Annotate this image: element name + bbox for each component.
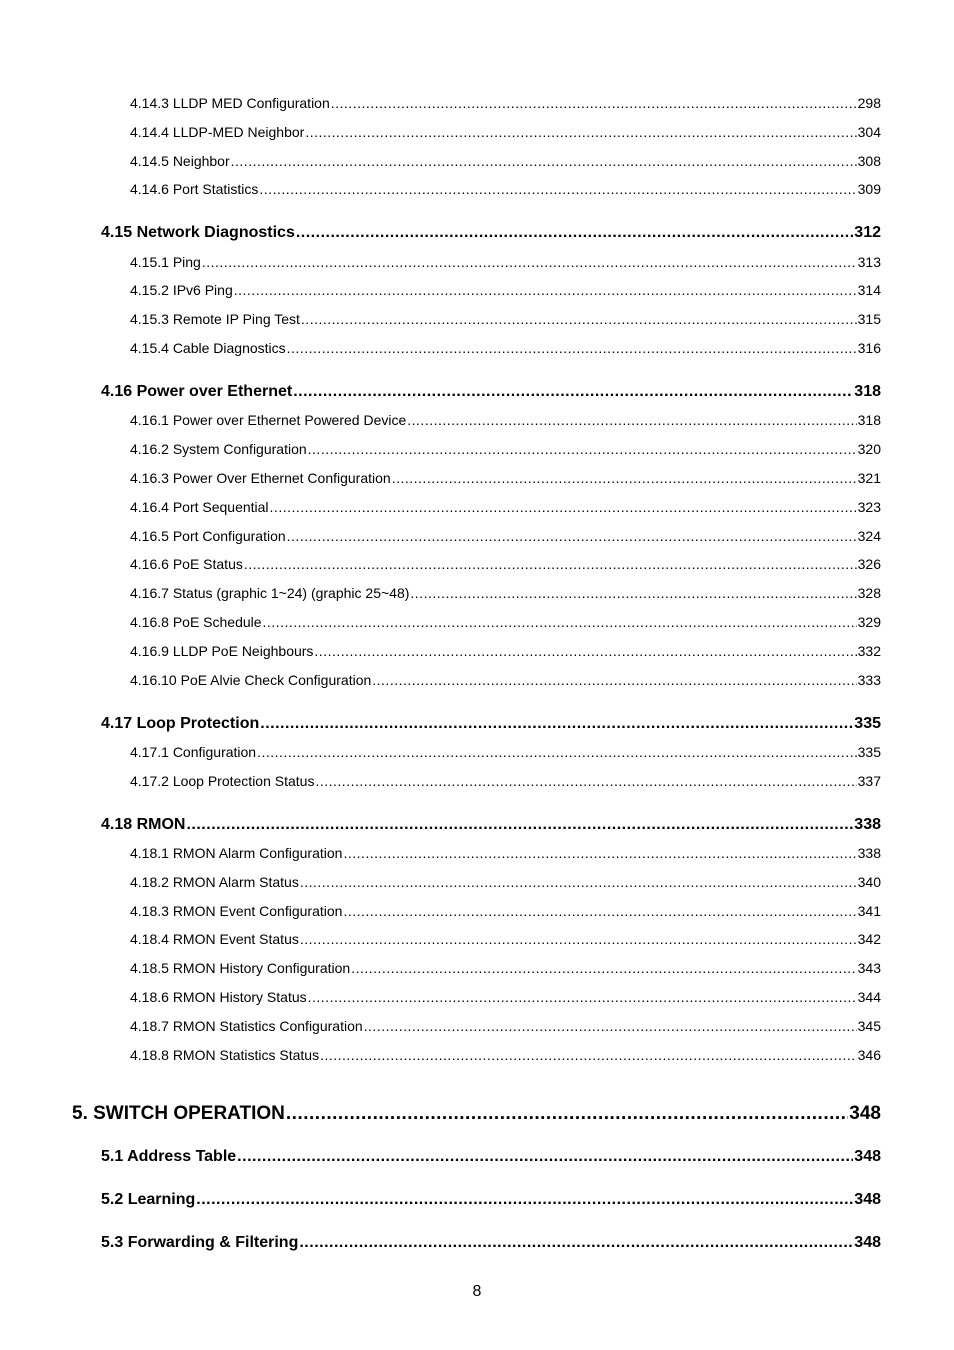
toc-entry-title: 5. SWITCH OPERATION <box>72 1103 285 1124</box>
toc-entry-page: 348 <box>854 1191 881 1208</box>
toc-entry-title: 4.18.8 RMON Statistics Status <box>130 1047 320 1063</box>
toc-entry[interactable] <box>130 181 881 197</box>
toc-section-heading[interactable] <box>101 383 881 401</box>
dot-leader <box>244 556 857 572</box>
page-number: 8 <box>472 1283 482 1300</box>
toc-entry-page: 341 <box>857 903 881 919</box>
toc-entry[interactable] <box>130 874 881 890</box>
toc-section-heading[interactable] <box>101 1148 881 1166</box>
dot-leader <box>286 1103 848 1125</box>
toc-entry-title: 4.16.1 Power over Ethernet Powered Device <box>130 412 407 428</box>
toc-entry-page: 308 <box>857 153 881 169</box>
dot-leader <box>308 989 857 1005</box>
toc-entry-page: 348 <box>854 1148 881 1165</box>
toc-entry[interactable] <box>130 585 881 601</box>
toc-entry[interactable] <box>130 643 881 659</box>
dot-leader <box>299 1234 853 1252</box>
toc-entry[interactable] <box>130 254 881 270</box>
toc-entry[interactable] <box>130 282 881 298</box>
toc-entry-page: 329 <box>857 614 881 630</box>
toc-entry-title: 4.18 RMON <box>101 816 186 833</box>
toc-entry[interactable] <box>130 340 881 356</box>
toc-entry-title: 4.18.3 RMON Event Configuration <box>130 903 343 919</box>
toc-entry-page: 314 <box>857 282 881 298</box>
toc-entry-page: 323 <box>857 499 881 515</box>
dot-leader <box>407 412 856 428</box>
toc-entry-title: 4.16.8 PoE Schedule <box>130 614 262 630</box>
toc-entry[interactable] <box>130 499 881 515</box>
toc-entry-page: 344 <box>857 989 881 1005</box>
toc-entry-page: 345 <box>857 1018 881 1034</box>
toc-entry[interactable] <box>130 556 881 572</box>
toc-entry-title: 4.18.6 RMON History Status <box>130 989 307 1005</box>
dot-leader <box>234 282 857 298</box>
dot-leader <box>343 903 856 919</box>
dot-leader <box>331 95 857 111</box>
toc-chapter-heading[interactable] <box>72 1103 881 1125</box>
toc-entry[interactable] <box>130 614 881 630</box>
toc-entry-title: 4.16 Power over Ethernet <box>101 383 293 400</box>
toc-entry-title: 4.16.9 LLDP PoE Neighbours <box>130 643 314 659</box>
dot-leader <box>202 254 857 270</box>
toc-entry-page: 316 <box>857 340 881 356</box>
dot-leader <box>305 124 856 140</box>
toc-entry-page: 326 <box>857 556 881 572</box>
toc-entry-page: 340 <box>857 874 881 890</box>
toc-entry-page: 309 <box>857 181 881 197</box>
toc-entry[interactable] <box>130 470 881 486</box>
toc-section-heading[interactable] <box>101 1234 881 1252</box>
toc-entry-title: 4.15.4 Cable Diagnostics <box>130 340 286 356</box>
toc-entry-page: 333 <box>857 672 881 688</box>
toc-entry-page: 318 <box>854 383 881 400</box>
toc-entry-page: 304 <box>857 124 881 140</box>
toc-entry-title: 4.16.5 Port Configuration <box>130 528 286 544</box>
toc-entry-page: 342 <box>857 931 881 947</box>
dot-leader <box>196 1191 853 1209</box>
toc-entry-page: 328 <box>857 585 881 601</box>
toc-entry[interactable] <box>130 845 881 861</box>
toc-entry-page: 335 <box>857 744 881 760</box>
dot-leader <box>300 874 857 890</box>
toc-entry-title: 4.14.5 Neighbor <box>130 153 230 169</box>
dot-leader <box>270 499 857 515</box>
dot-leader <box>237 1148 853 1166</box>
toc-entry-page: 348 <box>849 1103 881 1124</box>
toc-section-heading[interactable] <box>101 224 881 242</box>
toc-entry-title: 4.16.10 PoE Alvie Check Configuration <box>130 672 372 688</box>
dot-leader <box>257 744 857 760</box>
toc-entry-page: 338 <box>857 845 881 861</box>
toc-entry-page: 338 <box>854 816 881 833</box>
toc-entry[interactable] <box>130 931 881 947</box>
toc-entry-page: 315 <box>857 311 881 327</box>
toc-entry-title: 4.15.1 Ping <box>130 254 201 270</box>
toc-entry[interactable] <box>130 773 881 789</box>
toc-entry-page: 348 <box>854 1234 881 1251</box>
dot-leader <box>392 470 857 486</box>
toc-entry-title: 4.17.1 Configuration <box>130 744 257 760</box>
toc-entry[interactable] <box>130 1018 881 1034</box>
toc-entry-title: 4.18.1 RMON Alarm Configuration <box>130 845 343 861</box>
dot-leader <box>231 153 857 169</box>
toc-entry-title: 4.18.7 RMON Statistics Configuration <box>130 1018 363 1034</box>
toc-entry-title: 5.2 Learning <box>101 1191 196 1208</box>
toc-entry-title: 4.15 Network Diagnostics <box>101 224 295 241</box>
toc-entry-page: 312 <box>854 224 881 241</box>
dot-leader <box>410 585 856 601</box>
toc-entry-title: 5.1 Address Table <box>101 1148 237 1165</box>
dot-leader <box>186 816 853 834</box>
dot-leader <box>263 614 857 630</box>
toc-entry-title: 4.16.4 Port Sequential <box>130 499 269 515</box>
dot-leader <box>320 1047 857 1063</box>
toc-entry[interactable] <box>130 960 881 976</box>
dot-leader <box>301 311 857 327</box>
toc-entry-page: 346 <box>857 1047 881 1063</box>
toc-entry-page: 343 <box>857 960 881 976</box>
toc-entry-title: 4.18.5 RMON History Configuration <box>130 960 351 976</box>
toc-entry-title: 4.17 Loop Protection <box>101 715 260 732</box>
toc-entry-title: 4.15.3 Remote IP Ping Test <box>130 311 300 327</box>
toc-entry-title: 4.14.3 LLDP MED Configuration <box>130 95 330 111</box>
dot-leader <box>308 441 857 457</box>
toc-entry-page: 324 <box>857 528 881 544</box>
toc-entry-page: 335 <box>854 715 881 732</box>
toc-entry-title: 4.15.2 IPv6 Ping <box>130 282 233 298</box>
dot-leader <box>293 383 853 401</box>
toc-entry-page: 320 <box>857 441 881 457</box>
toc-entry-title: 4.14.4 LLDP-MED Neighbor <box>130 124 305 140</box>
toc-entry-title: 4.18.4 RMON Event Status <box>130 931 299 947</box>
toc-entry-title: 4.14.6 Port Statistics <box>130 181 259 197</box>
toc-entry-page: 298 <box>857 95 881 111</box>
dot-leader <box>259 181 856 197</box>
toc-entry-title: 4.16.3 Power Over Ethernet Configuration <box>130 470 391 486</box>
toc-entry[interactable] <box>130 528 881 544</box>
dot-leader <box>287 528 857 544</box>
toc-entry-page: 321 <box>857 470 881 486</box>
dot-leader <box>315 773 856 789</box>
toc-entry-page: 332 <box>857 643 881 659</box>
dot-leader <box>296 224 853 242</box>
toc-entry-title: 4.17.2 Loop Protection Status <box>130 773 315 789</box>
toc-entry[interactable] <box>130 903 881 919</box>
toc-entry[interactable] <box>130 441 881 457</box>
dot-leader <box>364 1018 857 1034</box>
toc-entry-page: 318 <box>857 412 881 428</box>
toc-entry-page: 337 <box>857 773 881 789</box>
toc-entry-page: 313 <box>857 254 881 270</box>
toc-entry[interactable] <box>130 124 881 140</box>
toc-entry[interactable] <box>130 989 881 1005</box>
toc-section-heading[interactable] <box>101 816 881 834</box>
toc-entry-title: 4.16.6 PoE Status <box>130 556 243 572</box>
toc-entry[interactable] <box>130 412 881 428</box>
toc-entry[interactable] <box>130 311 881 327</box>
toc-entry-title: 4.16.7 Status (graphic 1~24) (graphic 25~48) <box>130 585 410 601</box>
toc-entry-title: 5.3 Forwarding & Filtering <box>101 1234 299 1251</box>
toc-entry[interactable] <box>130 1047 881 1063</box>
toc-entry[interactable] <box>130 672 881 688</box>
toc-section-heading[interactable] <box>101 715 881 733</box>
toc-entry[interactable] <box>130 744 881 760</box>
dot-leader <box>287 340 857 356</box>
dot-leader <box>300 931 857 947</box>
dot-leader <box>372 672 856 688</box>
dot-leader <box>351 960 856 976</box>
toc-entry[interactable] <box>130 153 881 169</box>
toc-entry-title: 4.16.2 System Configuration <box>130 441 307 457</box>
dot-leader <box>260 715 853 733</box>
dot-leader <box>343 845 856 861</box>
toc-entry[interactable] <box>130 95 881 111</box>
toc-entry-title: 4.18.2 RMON Alarm Status <box>130 874 299 890</box>
dot-leader <box>314 643 856 659</box>
toc-section-heading[interactable] <box>101 1191 881 1209</box>
